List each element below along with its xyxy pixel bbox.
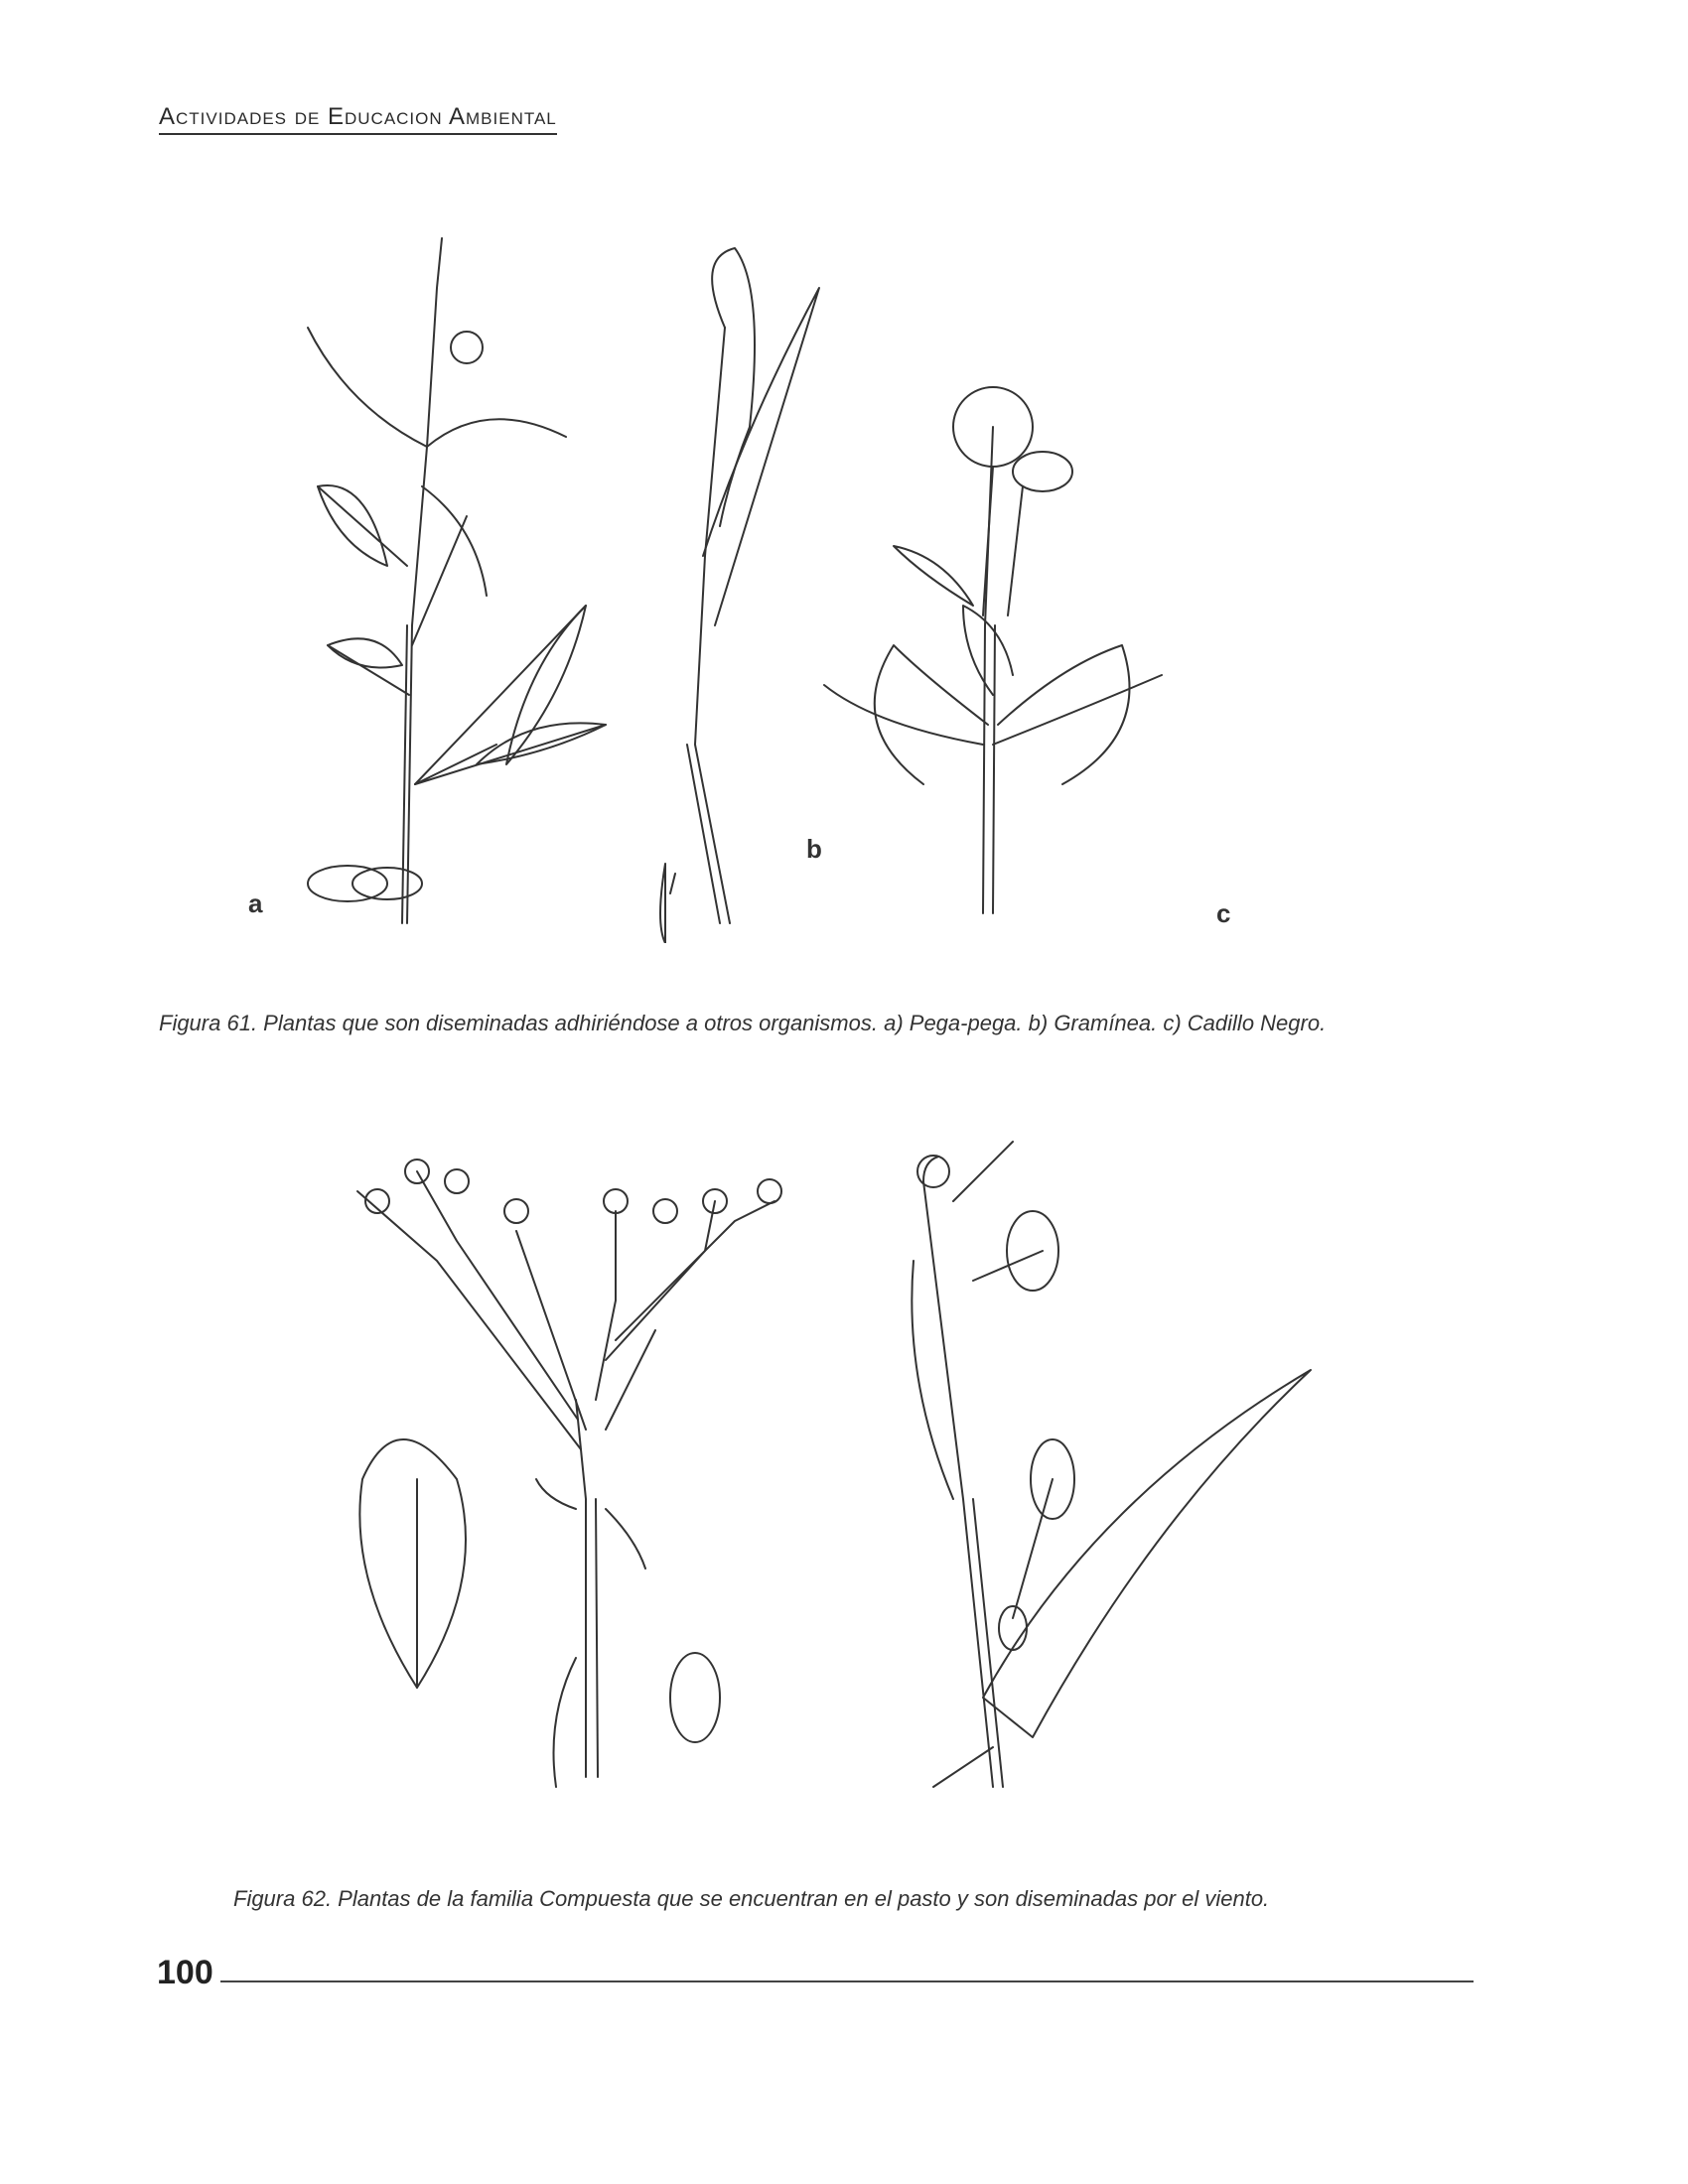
figure-61-illustration	[228, 228, 1321, 943]
figure-62-illustration	[318, 1102, 1410, 1797]
plant-a-pega-pega	[308, 238, 606, 923]
plant-b-graminea	[451, 248, 819, 943]
panel-label-a: a	[248, 888, 263, 918]
footer-rule	[220, 1980, 1474, 1982]
plant-c-cadillo-negro	[670, 387, 1162, 913]
plant-compuesta-right	[912, 1142, 1311, 1787]
panel-label-c: c	[1216, 898, 1231, 928]
page-number: 100	[157, 1954, 213, 1991]
figure-61-caption: Figura 61. Plantas que son diseminadas adhiriéndose a otros organismos. a) Pega-pega. b) Gramínea. c) Cadillo Negro.	[159, 1011, 1327, 1035]
panel-label-b: b	[806, 834, 822, 864]
figure-62-caption: Figura 62. Plantas de la familia Compuesta que se encuentran en el pasto y son diseminadas por el viento.	[233, 1886, 1270, 1911]
plant-compuesta-left	[357, 1160, 781, 1787]
running-header: Actividades de Educacion Ambiental	[159, 103, 557, 135]
